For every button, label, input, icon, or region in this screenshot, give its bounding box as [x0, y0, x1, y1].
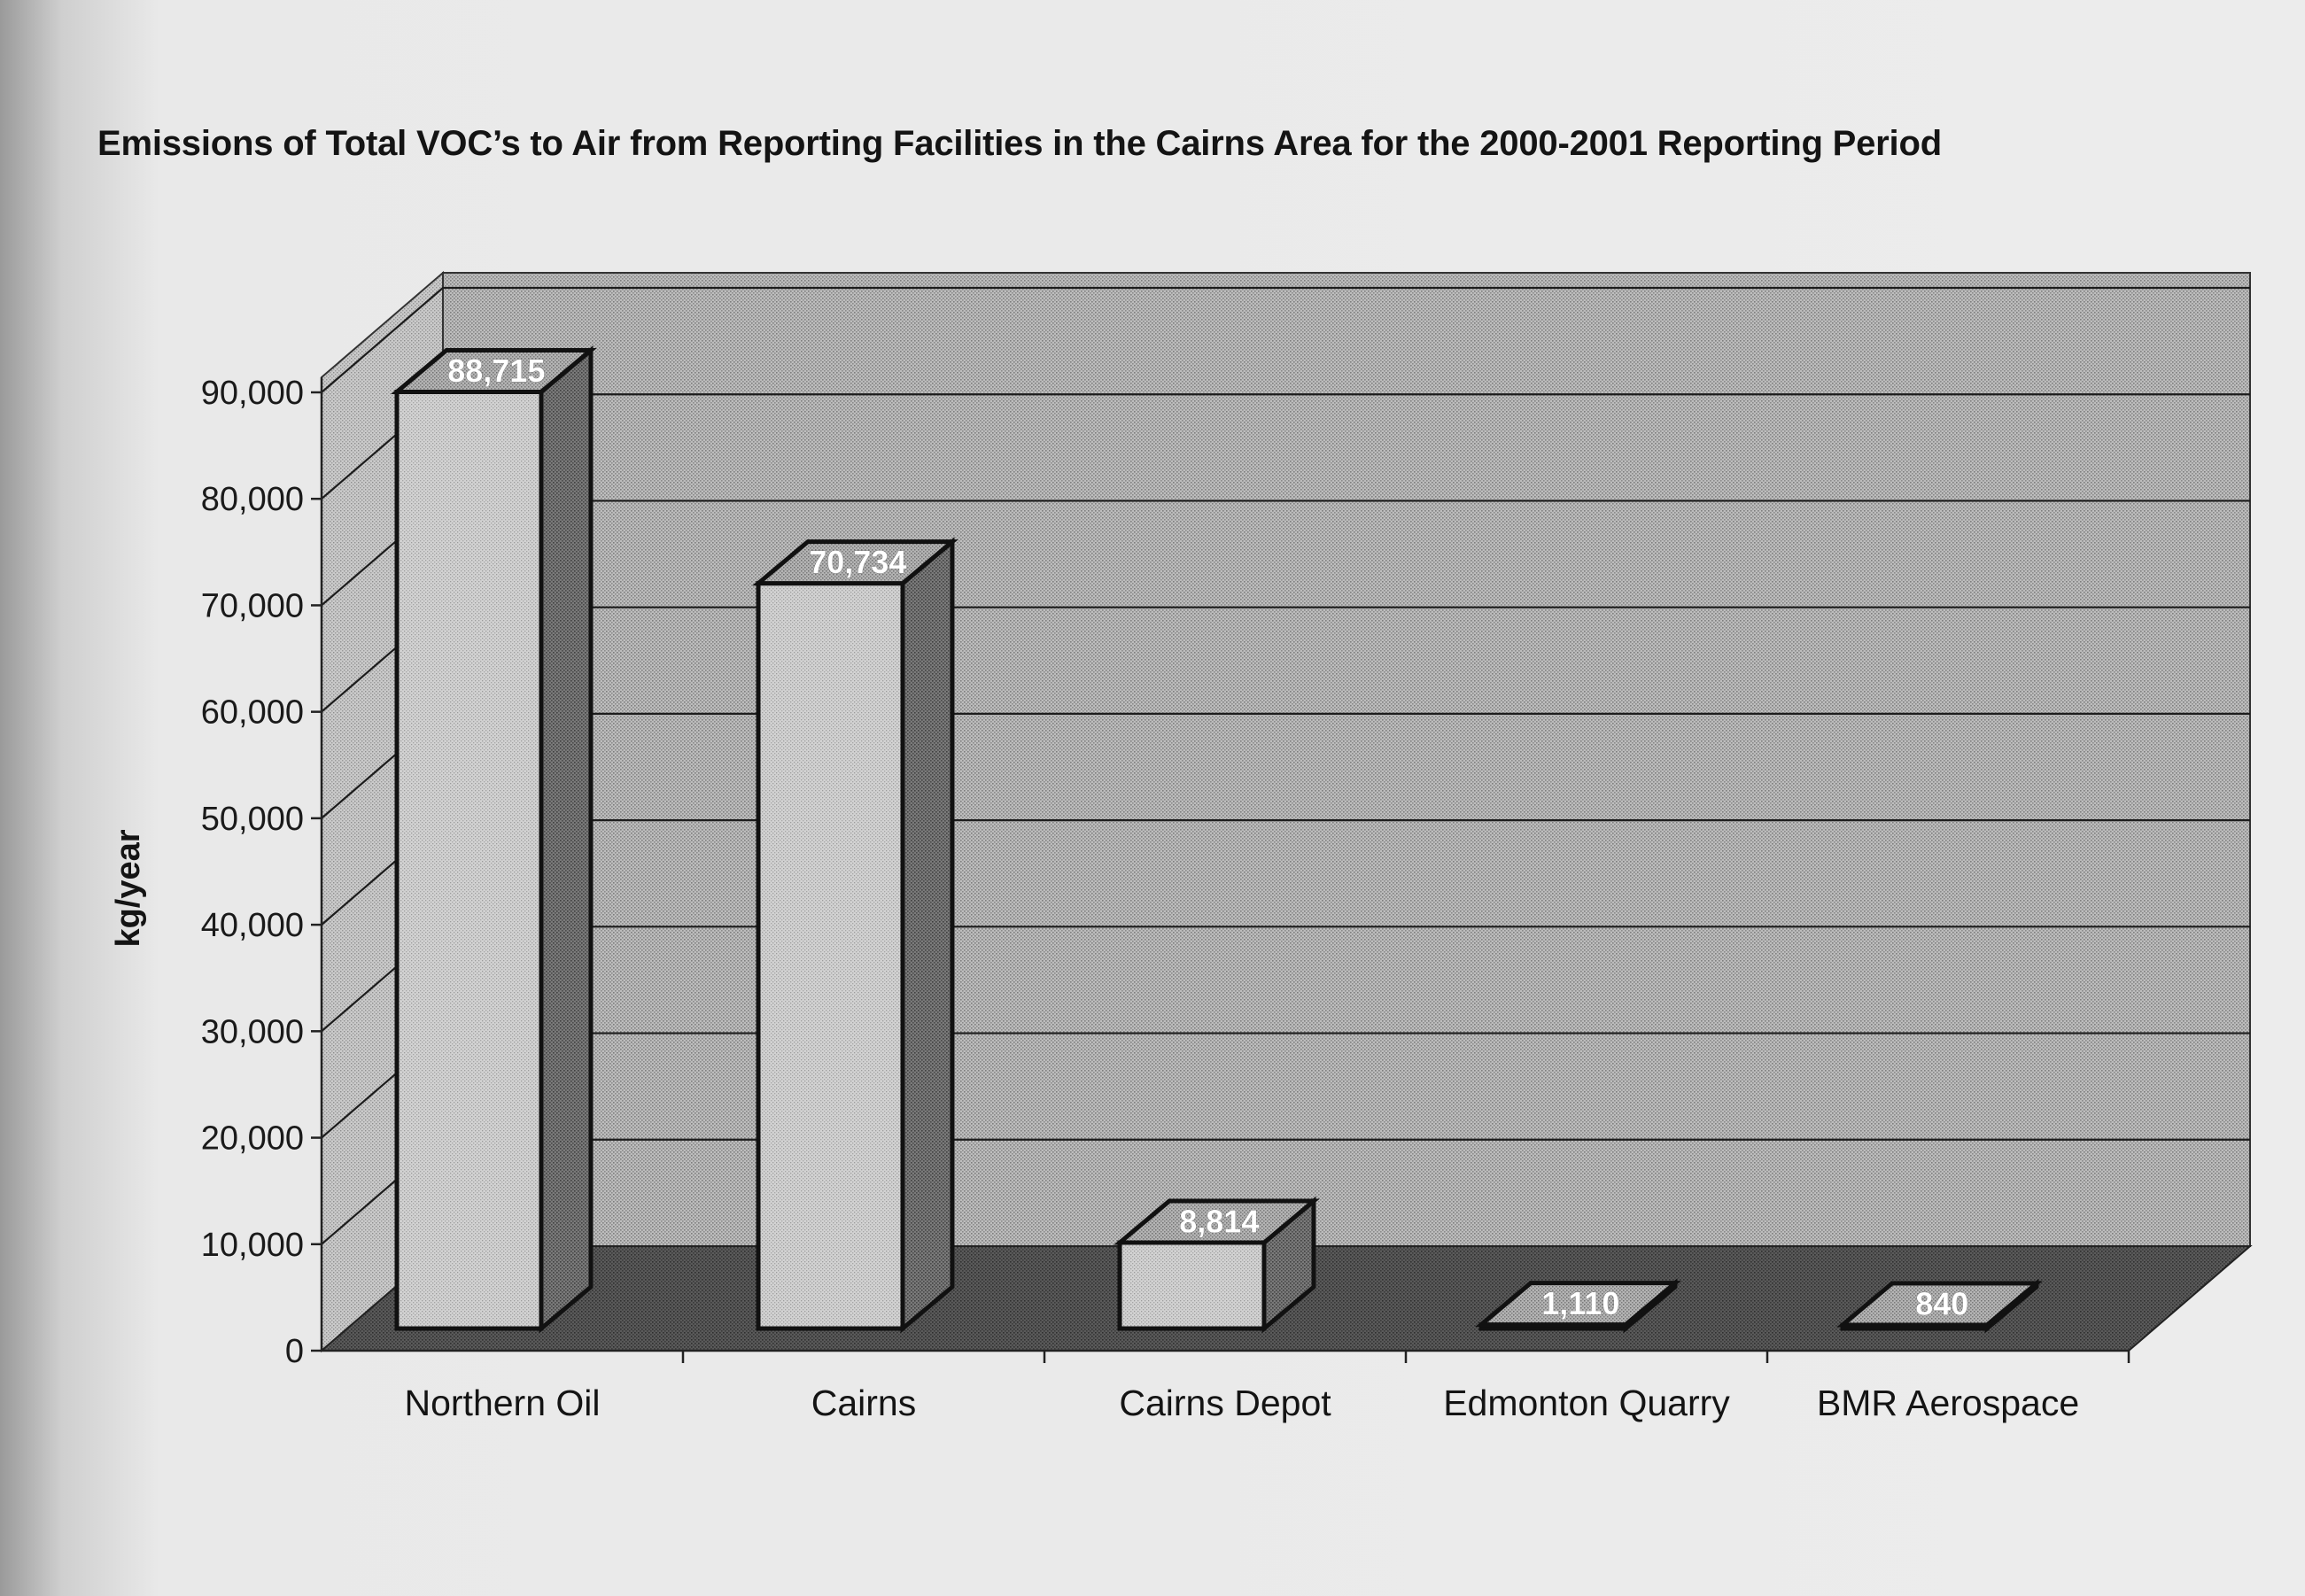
- y-tick-label: 50,000: [200, 800, 304, 838]
- data-label: 70,734: [809, 544, 907, 581]
- y-tick-label: 20,000: [200, 1120, 304, 1158]
- bar: [397, 350, 591, 1329]
- back-wall: [443, 273, 2250, 1246]
- category-label: Northern Oil: [404, 1383, 601, 1423]
- data-label: 1,110: [1541, 1285, 1620, 1322]
- bar-side: [541, 350, 591, 1329]
- category-label: Edmonton Quarry: [1443, 1383, 1730, 1423]
- y-tick-label: 60,000: [200, 693, 304, 732]
- y-tick-label: 40,000: [200, 907, 304, 945]
- data-label: 840: [1915, 1285, 1969, 1322]
- bar-front: [397, 391, 541, 1329]
- plot-walls: [322, 273, 2250, 1351]
- bar-side: [903, 542, 952, 1329]
- category-label: Cairns Depot: [1119, 1383, 1331, 1423]
- chart-title: Emissions of Total VOC’s to Air from Reporting Facilities in the Cairns Area for the 2000-2001 Reporting Period: [97, 124, 1942, 163]
- category-label: BMR Aerospace: [1816, 1383, 2080, 1423]
- bar-front: [1120, 1243, 1264, 1329]
- y-tick-label: 70,000: [200, 587, 304, 625]
- data-label: 88,715: [447, 352, 546, 389]
- bar-front: [758, 584, 903, 1329]
- y-tick-label: 90,000: [200, 375, 304, 412]
- y-tick-label: 80,000: [200, 481, 304, 519]
- y-axis-label: kg/year: [110, 829, 147, 948]
- y-tick-label: 0: [284, 1333, 304, 1370]
- data-label: 8,814: [1179, 1203, 1260, 1240]
- category-label: Cairns: [811, 1383, 917, 1423]
- y-tick-label: 10,000: [200, 1226, 304, 1264]
- y-tick-label: 30,000: [200, 1013, 304, 1051]
- bar: [758, 542, 952, 1329]
